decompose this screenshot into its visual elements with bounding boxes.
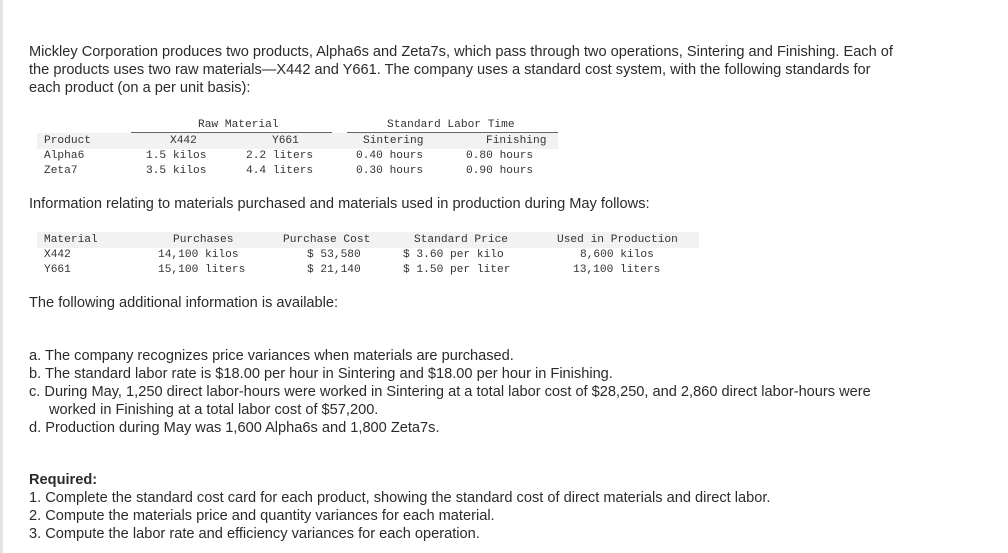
group-header-labor-time: Standard Labor Time [387, 119, 515, 131]
list-item: c. During May, 1,250 direct labor-hours were worked in Sintering at a total labor cost of $28,250, and 2,860 direct labor-hours were [29, 384, 871, 400]
table-cell: 14,100 kilos [158, 249, 239, 261]
required-heading: Required: [29, 472, 98, 488]
col-header-standard-price: Standard Price [414, 234, 508, 246]
table-cell: 0.80 hours [466, 150, 534, 162]
table-cell: 0.40 hours [356, 150, 424, 162]
col-header-sintering: Sintering [363, 135, 424, 147]
additional-intro: The following additional information is available: [29, 295, 339, 311]
table-cell: $ 53,580 [307, 249, 361, 261]
required-section [29, 471, 770, 543]
table-cell: 1.5 kilos [146, 150, 207, 162]
additional-info-list [29, 347, 871, 437]
col-header-material: Material [44, 234, 98, 246]
group-underline [347, 132, 558, 133]
table-cell: Y661 [44, 264, 71, 276]
group-header-raw-material: Raw Material [198, 119, 279, 131]
intro-line: each product (on a per unit basis): [29, 80, 251, 96]
list-item: d. Production during May was 1,600 Alpha6s and 1,800 Zeta7s. [29, 420, 440, 436]
list-item: b. The standard labor rate is $18.00 per hour in Sintering and $18.00 per hour in Finishing. [29, 366, 613, 382]
table-cell: $ 3.60 per kilo [403, 249, 504, 261]
table-cell: 15,100 liters [158, 264, 246, 276]
required-item: 3. Compute the labor rate and efficiency variances for each operation. [29, 526, 480, 542]
table-cell: $ 1.50 per liter [403, 264, 511, 276]
table-cell: $ 21,140 [307, 264, 361, 276]
table-cell: Alpha6 [44, 150, 85, 162]
required-item: 1. Complete the standard cost card for each product, showing the standard cost of direct materials and direct labor. [29, 490, 771, 506]
col-header-product: Product [44, 135, 91, 147]
intro-paragraph [29, 43, 893, 97]
col-header-used-in-production: Used in Production [557, 234, 678, 246]
col-header-y661: Y661 [272, 135, 299, 147]
left-margin-rule [0, 0, 3, 553]
intro-line: Mickley Corporation produces two products, Alpha6s and Zeta7s, which pass through two operations, Sintering and Finishing. Each of [29, 44, 893, 60]
table-cell: 0.30 hours [356, 165, 424, 177]
intro-line: the products uses two raw materials—X442 and Y661. The company uses a standard cost system, with the following standards for [29, 62, 871, 78]
table-cell: 2.2 liters [246, 150, 314, 162]
col-header-purchases: Purchases [173, 234, 234, 246]
group-underline [131, 132, 332, 133]
table-cell: 3.5 kilos [146, 165, 207, 177]
table-cell: 0.90 hours [466, 165, 534, 177]
table-cell: 13,100 liters [573, 264, 661, 276]
col-header-x442: X442 [170, 135, 197, 147]
table-cell: X442 [44, 249, 71, 261]
list-item: a. The company recognizes price variances when materials are purchased. [29, 348, 514, 364]
col-header-finishing: Finishing [486, 135, 547, 147]
list-item: worked in Finishing at a total labor cost of $57,200. [49, 402, 379, 418]
table-cell: Zeta7 [44, 165, 78, 177]
col-header-purchase-cost: Purchase Cost [283, 234, 371, 246]
required-item: 2. Compute the materials price and quantity variances for each material. [29, 508, 495, 524]
table-cell: 4.4 liters [246, 165, 314, 177]
table-cell: 8,600 kilos [580, 249, 654, 261]
materials-intro: Information relating to materials purchased and materials used in production during May follows: [29, 196, 650, 212]
